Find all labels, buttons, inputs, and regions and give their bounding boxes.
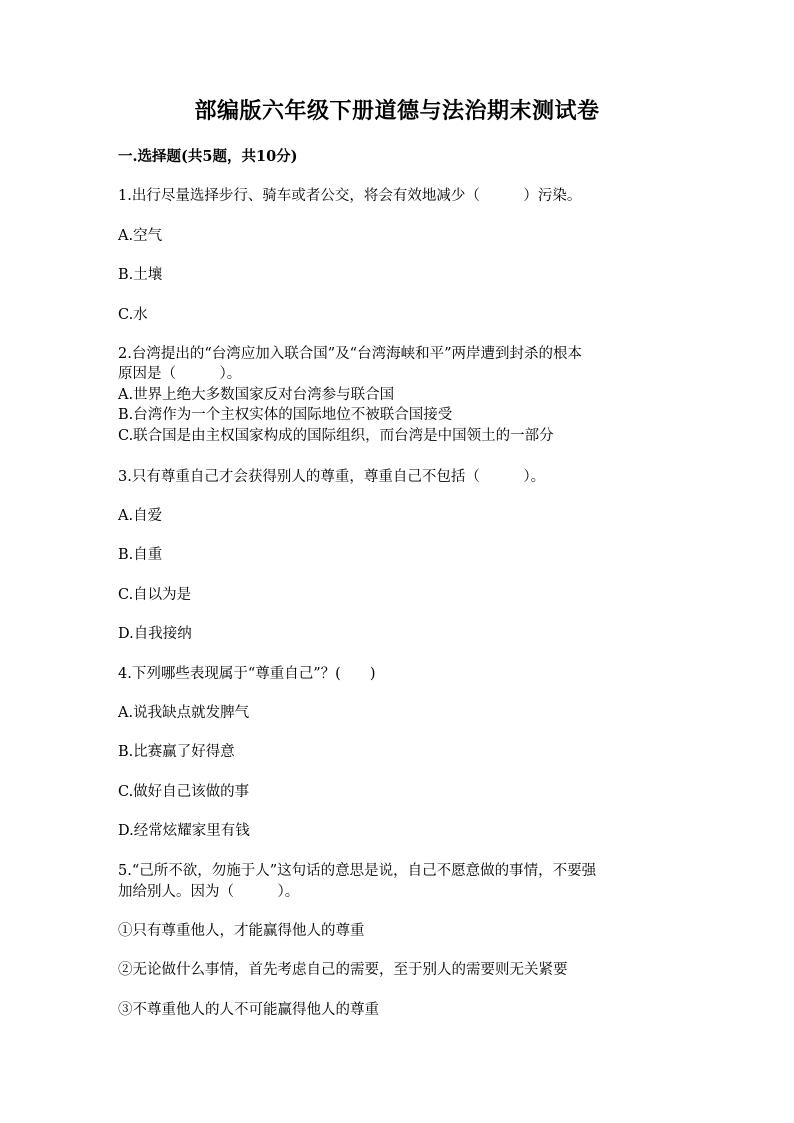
question-5-option-2: ②无论做什么事情，首先考虑自己的需要，至于别人的需要则无关紧要 xyxy=(118,962,568,978)
question-1-option-a: A.空气 xyxy=(118,228,163,244)
question-5-option-3: ③不尊重他人的人不可能赢得他人的尊重 xyxy=(118,1002,379,1018)
question-4-option-d: D.经常炫耀家里有钱 xyxy=(118,823,250,839)
question-3-option-a: A.自爱 xyxy=(118,508,163,524)
question-3-option-b: B.自重 xyxy=(118,547,163,563)
section-heading: 一.选择题(共5题，共10分) xyxy=(118,148,298,165)
question-1-stem: 1.出行尽量选择步行、骑车或者公交，将会有效地减少（ ）污染。 xyxy=(118,188,582,204)
question-2-stem-line-2: 原因是（ ）。 xyxy=(118,366,242,382)
question-4-stem: 4.下列哪些表现属于“尊重自己”？( ) xyxy=(118,666,376,682)
question-3-option-d: D.自我接纳 xyxy=(118,626,192,642)
question-2-stem-line-1: 2.台湾提出的“台湾应加入联合国”及“台湾海峡和平”两岸遭到封杀的根本 xyxy=(118,346,582,362)
page-title: 部编版六年级下册道德与法治期末测试卷 xyxy=(194,98,600,124)
question-2-option-b: B.台湾作为一个主权实体的国际地位不被联合国接受 xyxy=(118,407,453,423)
question-2-option-a: A.世界上绝大多数国家反对台湾参与联合国 xyxy=(118,387,395,403)
question-3-stem: 3.只有尊重自己才会获得别人的尊重，尊重自己不包括（ ）。 xyxy=(118,469,546,485)
question-4-option-a: A.说我缺点就发脾气 xyxy=(118,705,250,721)
question-1-option-c: C.水 xyxy=(118,307,148,323)
question-2-option-c: C.联合国是由主权国家构成的国际组织，而台湾是中国领土的一部分 xyxy=(118,428,554,444)
question-5-option-1: ①只有尊重他人，才能赢得他人的尊重 xyxy=(118,923,365,939)
question-1-option-b: B.土壤 xyxy=(118,267,163,283)
question-4-option-b: B.比赛赢了好得意 xyxy=(118,744,235,760)
question-5-stem-line-1: 5.“己所不欲，勿施于人”这句话的意思是说，自己不愿意做的事情，不要强 xyxy=(118,863,597,879)
question-3-option-c: C.自以为是 xyxy=(118,587,192,603)
question-4-option-c: C.做好自己该做的事 xyxy=(118,784,250,800)
question-5-stem-line-2: 加给别人。因为（ ）。 xyxy=(118,884,300,900)
